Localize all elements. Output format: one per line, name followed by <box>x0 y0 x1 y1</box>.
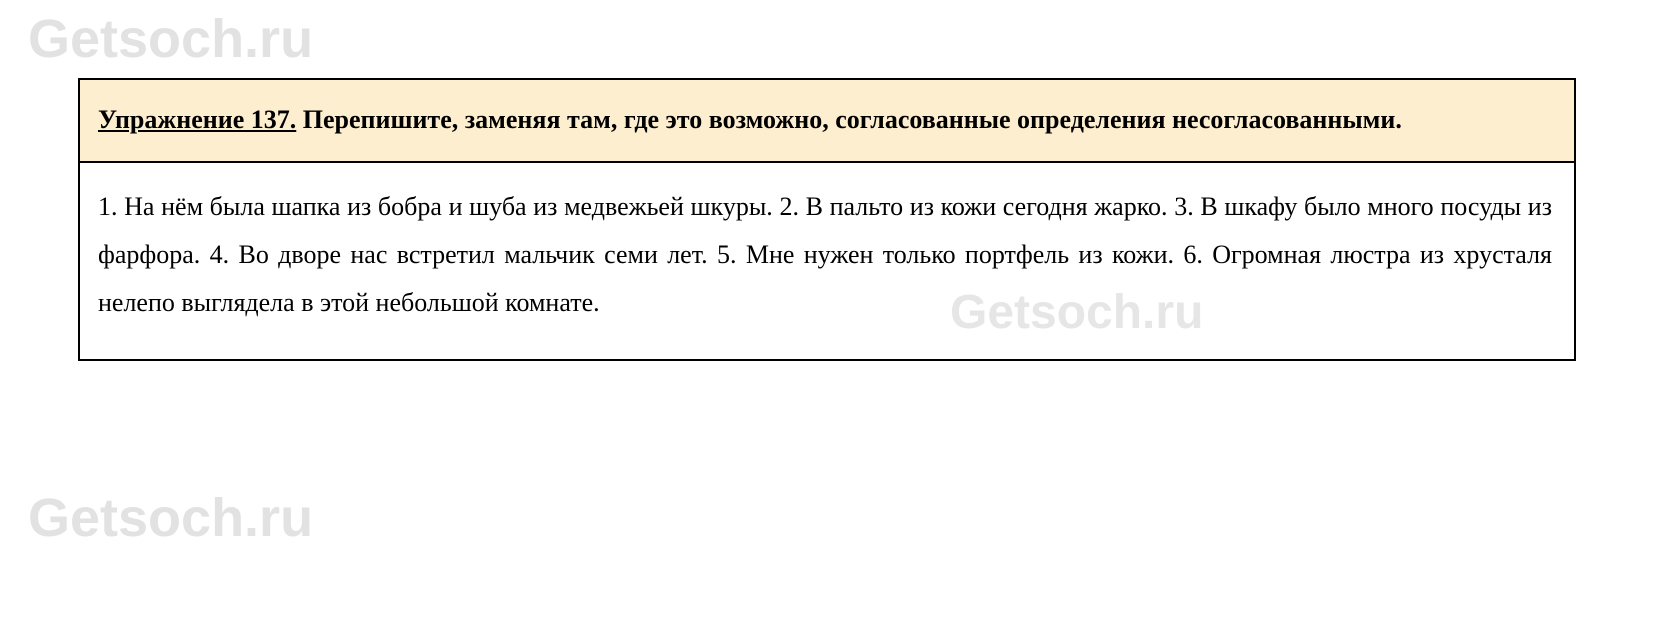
exercise-number: Упражнение 137. <box>98 105 297 134</box>
watermark-bottom-left: Getsoch.ru <box>28 488 314 548</box>
exercise-task-text: Перепишите, заменяя там, где это возможно, согласованные определения несогласованными. <box>296 105 1402 134</box>
exercise-task-line <box>98 98 1552 143</box>
watermark-top-left: Getsoch.ru <box>28 9 314 69</box>
exercise-box <box>78 78 1576 361</box>
exercise-body <box>80 163 1574 359</box>
exercise-sentences: 1. На нём была шапка из бобра и шуба из медвежьей шкуры. 2. В пальто из кожи сегодня жарко. 3. В шкафу было много посуды из фарфора. 4. Во дворе нас встретил мальчик семи лет. 5. Мне нужен только портфель из кожи. 6. Огромная люстра из хрусталя нелепо выглядела в этой небольшой комнате. <box>98 191 1552 317</box>
exercise-header <box>80 80 1574 163</box>
watermark-center: Getsoch.ru <box>950 286 1204 339</box>
